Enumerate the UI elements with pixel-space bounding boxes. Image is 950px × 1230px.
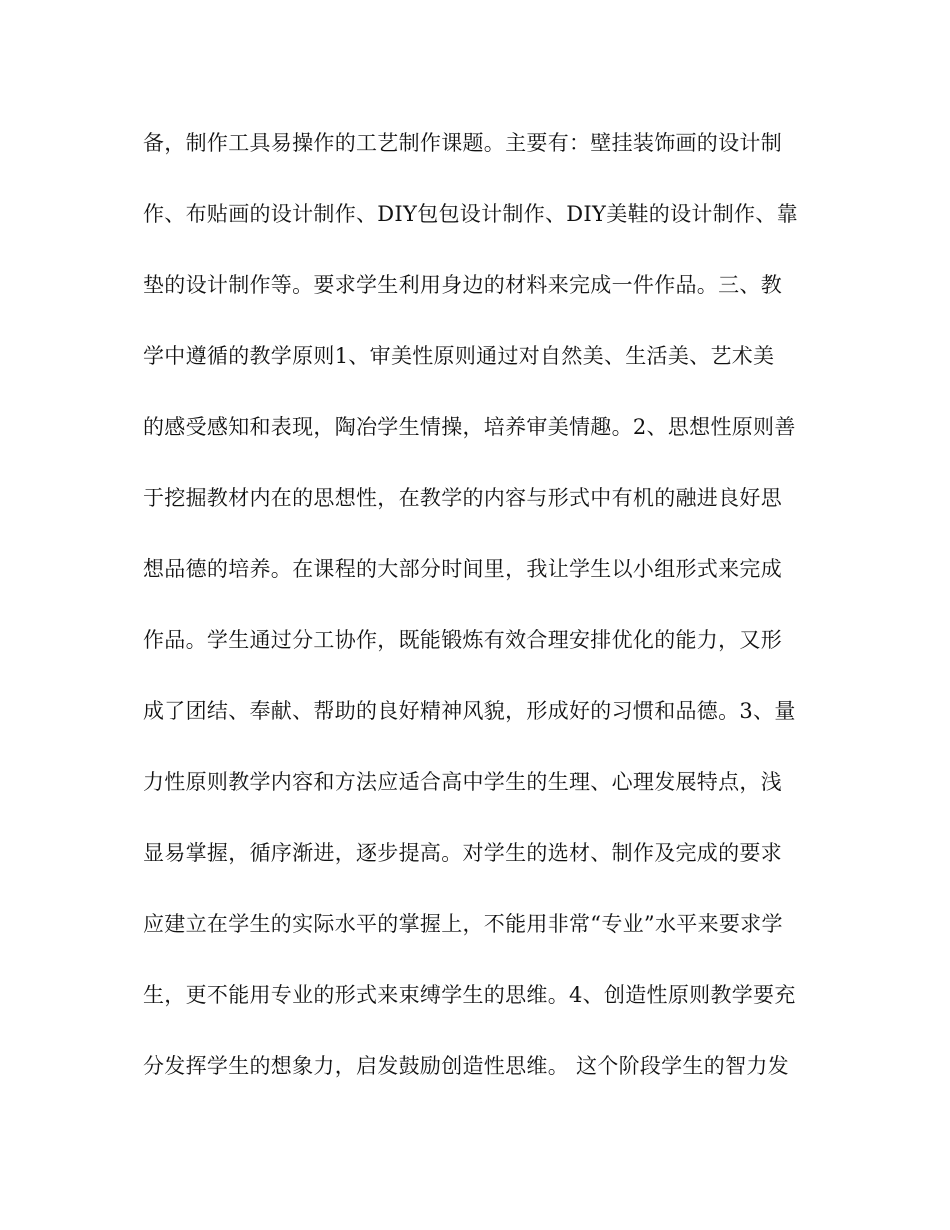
text-line-1: 备，制作工具易操作的工艺制作课题。主要有：壁挂装饰画的设计制 [143,131,782,155]
text-line-11: 显易掌握，循序渐进，逐步提高。对学生的选材、制作及完成的要求 [143,841,782,865]
text-line-4: 学中遵循的教学原则1、审美性原则通过对自然美、生活美、艺术美 [143,344,775,368]
text-line-6: 于挖掘教材内在的思想性，在教学的内容与形式中有机的融进良好思 [143,486,782,510]
text-line-12: 应建立在学生的实际水平的掌握上，不能用非常“专业”水平来要求学 [143,912,783,936]
text-line-14: 分发挥学生的想象力，启发鼓励创造性思维。 这个阶段学生的智力发 [143,1054,789,1078]
text-line-13: 生，更不能用专业的形式来束缚学生的思维。4、创造性原则教学要充 [143,983,796,1007]
text-line-2: 作、布贴画的设计制作、DIY包包设计制作、DIY美鞋的设计制作、靠 [143,202,798,226]
text-line-10: 力性原则教学内容和方法应适合高中学生的生理、心理发展特点，浅 [143,770,782,794]
text-line-5: 的感受感知和表现，陶冶学生情操，培养审美情趣。2、思想性原则善 [143,415,796,439]
body-text [143,119,823,1113]
text-line-3: 垫的设计制作等。要求学生利用身边的材料来完成一件作品。三、教 [143,273,782,297]
text-line-7: 想品德的培养。在课程的大部分时间里，我让学生以小组形式来完成 [143,557,782,581]
text-line-9: 成了团结、奉献、帮助的良好精神风貌，形成好的习惯和品德。3、量 [143,699,796,723]
text-line-8: 作品。学生通过分工协作，既能锻炼有效合理安排优化的能力，又形 [143,628,782,652]
